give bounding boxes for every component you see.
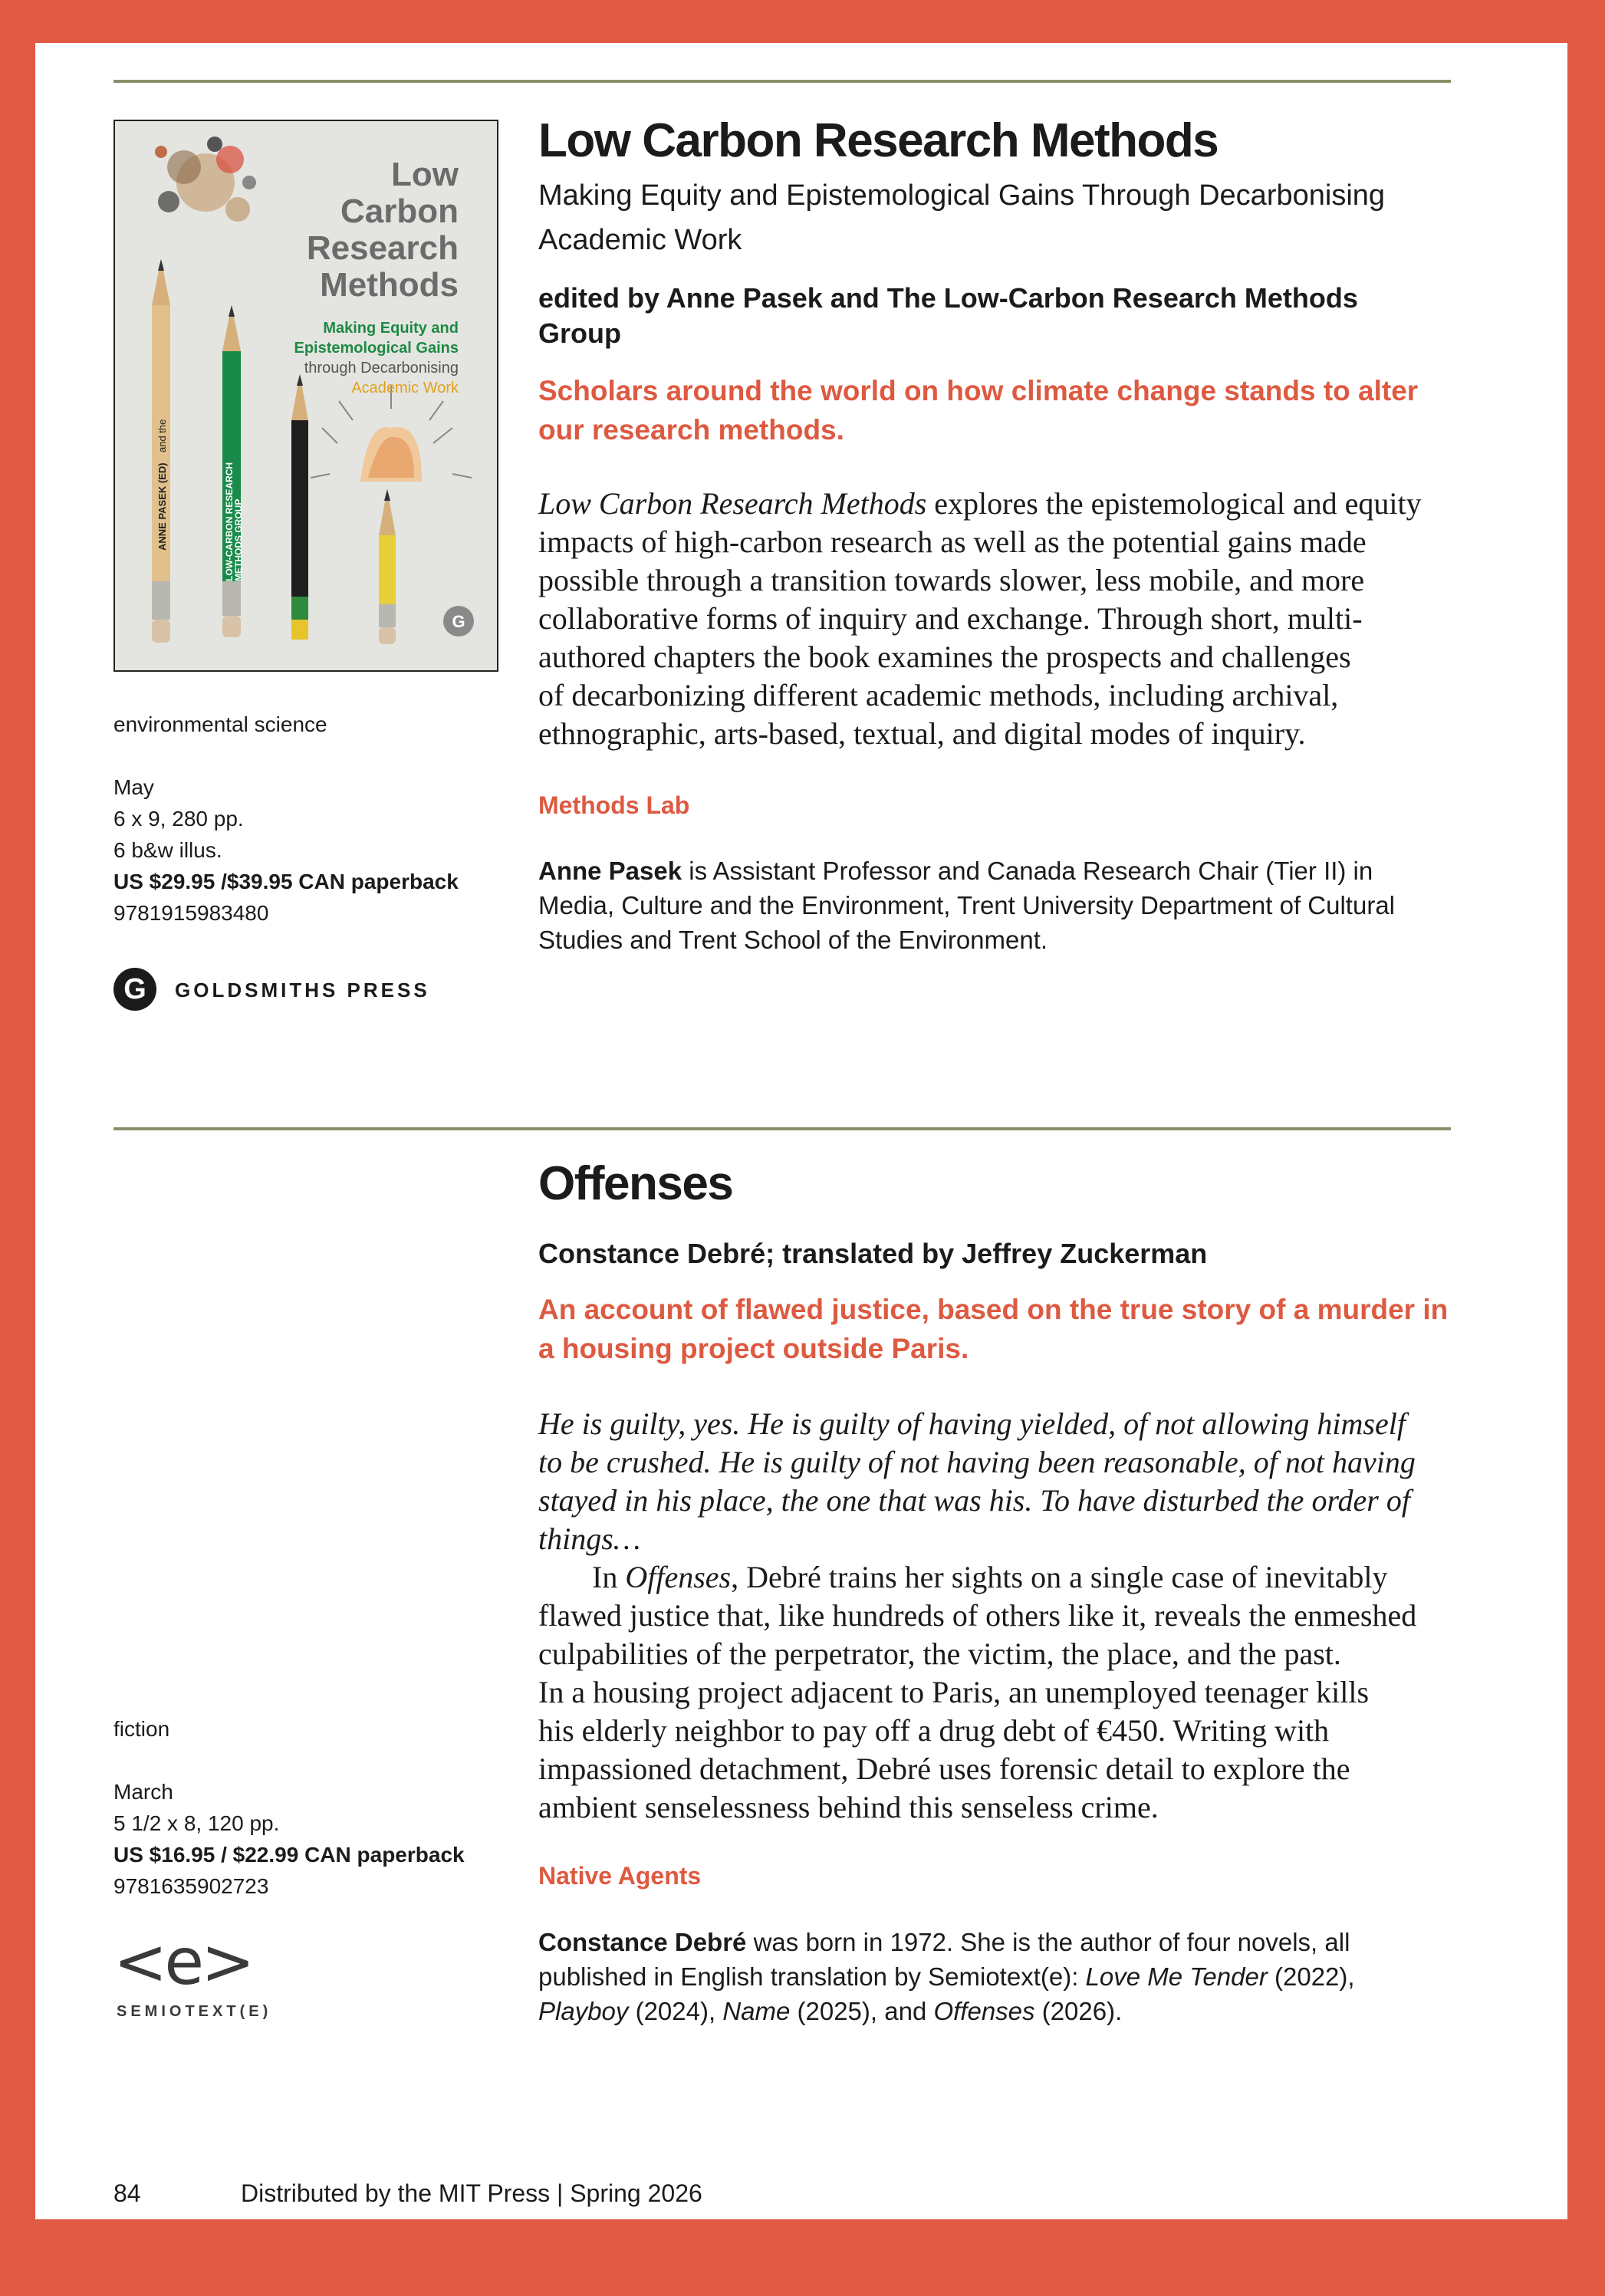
book1-bio-line2: Media, Culture and the Environment, Trent University Department of Cultural <box>538 891 1396 919</box>
cover-subtitle-2: Epistemological Gains <box>294 340 459 357</box>
book1-month: May <box>113 775 154 799</box>
book2-blurb-line1-rest: , Debré trains her sights on a single case of inevitably <box>731 1560 1388 1594</box>
book2-quote-line: He is guilty, yes. He is guilty of having yielded, of not allowing himself <box>538 1406 1406 1441</box>
book2-blurb-line: flawed justice that, like hundreds of others like it, reveals the enmeshed <box>538 1598 1417 1633</box>
cover-logo-letter: G <box>452 612 465 631</box>
book2-series: Native Agents <box>538 1862 702 1890</box>
pencil-black <box>291 374 308 640</box>
book2-blurb-line: ambient senselessness behind this senseless crime. <box>538 1790 1159 1824</box>
book2-blurb-title: Offenses <box>625 1560 732 1594</box>
goldsmiths-logo-icon <box>113 968 156 1011</box>
book2-month: March <box>113 1780 173 1804</box>
footer-text: Distributed by the MIT Press | Spring 2026 <box>241 2179 702 2207</box>
cover-subtitle-1: Making Equity and <box>323 320 459 337</box>
semiotexte-logo-text: SEMIOTEXT(E) <box>117 2003 272 2020</box>
cover-subtitle-4: Academic Work <box>351 380 459 396</box>
book1-blurb-line: impacts of high-carbon research as well as the potential gains made <box>538 525 1367 559</box>
book2-bio-title1: Love Me Tender <box>1085 1962 1268 1991</box>
book1-series: Methods Lab <box>538 791 690 819</box>
book2-category: fiction <box>113 1717 170 1741</box>
book1-blurb-line: possible through a transition towards slower, less mobile, and more <box>538 563 1365 597</box>
cover-title-3: Research <box>306 229 459 267</box>
book2-bio-line3 <box>538 1994 1474 2028</box>
book1-byline-line2: Group <box>538 317 621 349</box>
book2-quote-line: to be crushed. He is guilty of not having been reasonable, of not having <box>538 1445 1416 1479</box>
semiotexte-logo-mark: <e> <box>113 1924 252 1999</box>
book2-bio-line3a: (2024), <box>628 1997 723 2025</box>
book1-blurb-line: of decarbonizing different academic methods, including archival, <box>538 678 1339 712</box>
book2-blurb-line: his elderly neighbor to pay off a drug debt of €450. Writing with <box>538 1713 1330 1748</box>
book1-tagline-line1: Scholars around the world on how climate change stands to alter <box>538 375 1419 406</box>
book1-illus: 6 b&w illus. <box>113 838 222 862</box>
book2-blurb-line1 <box>538 1558 1474 1597</box>
book1-isbn: 9781915983480 <box>113 901 269 925</box>
cover-spine-group2: METHODS GROUP <box>233 498 244 581</box>
book1-bio-line3: Studies and Trent School of the Environment. <box>538 926 1048 954</box>
book1-byline-line1: edited by Anne Pasek and The Low-Carbon Research Methods <box>538 282 1358 314</box>
cover-title-4: Methods <box>320 266 459 304</box>
book2-price: US $16.95 / $22.99 CAN paperback <box>113 1843 465 1867</box>
book2-byline: Constance Debré; translated by Jeffrey Zuckerman <box>538 1238 1208 1269</box>
book1-meta <box>113 771 459 929</box>
book1-bio-name: Anne Pasek <box>538 857 682 885</box>
book1-title: Low Carbon Research Methods <box>538 114 1219 167</box>
book1-blurb-line: collaborative forms of inquiry and exchange. Through short, multi- <box>538 601 1363 636</box>
goldsmiths-press-logo: GOLDSMITHS PRESS <box>175 979 430 1002</box>
book1-subtitle-line2: Academic Work <box>538 224 742 256</box>
book2-blurb-line: In a housing project adjacent to Paris, an unemployed teenager kills <box>538 1675 1370 1709</box>
book2-meta <box>113 1776 465 1902</box>
book2-tagline-line2: a housing project outside Paris. <box>538 1333 969 1364</box>
cover-spine-and: and the <box>156 419 168 452</box>
book2-bio <box>538 1925 1474 2028</box>
book2-bio-name: Constance Debré <box>538 1928 747 1956</box>
book2-blurb-line: impassioned detachment, Debré uses forensic detail to explore the <box>538 1752 1350 1786</box>
book2-blurb-line: culpabilities of the perpetrator, the victim, the place, and the past. <box>538 1636 1341 1671</box>
book2-bio-line3b: (2025), and <box>790 1997 934 2025</box>
book1-blurb-line1 <box>538 485 1459 523</box>
book2-blurb-in: In <box>592 1560 626 1594</box>
cover-spine-author: ANNE PASEK (ED) <box>156 462 168 551</box>
book2-quote-line: things… <box>538 1521 641 1556</box>
book2-bio-title3: Name <box>722 1997 791 2025</box>
book2-bio-line2a: published in English translation by Semiotext(e): <box>538 1962 1086 1991</box>
book2-bio-title2: Playboy <box>538 1997 629 2025</box>
book1-category: environmental science <box>113 712 327 736</box>
book2-bio-line2b: (2022), <box>1267 1962 1355 1991</box>
book1-format: 6 x 9, 280 pp. <box>113 807 244 831</box>
book-cover-low-carbon <box>113 120 498 672</box>
book1-price: US $29.95 /$39.95 CAN paperback <box>113 870 459 893</box>
middle-divider <box>113 1127 1451 1130</box>
book1-bio <box>538 854 1474 957</box>
cover-subtitle-3: through Decarbonising <box>304 360 459 377</box>
book2-bio-line2 <box>538 1959 1474 1994</box>
book2-bio-line1 <box>538 1925 1474 1959</box>
book1-subtitle-line1: Making Equity and Epistemological Gains Through Decarbonising <box>538 179 1386 212</box>
cover-title-2: Carbon <box>340 192 459 230</box>
book2-quote-line: stayed in his place, the one that was his. To have disturbed the order of <box>538 1483 1410 1518</box>
book2-bio-line1-rest: was born in 1972. She is the author of four novels, all <box>746 1928 1350 1956</box>
book2-blurb <box>538 1405 1474 1827</box>
book1-tagline-line2: our research methods. <box>538 414 844 446</box>
book2-tagline-line1: An account of flawed justice, based on the true story of a murder in <box>538 1294 1449 1325</box>
cover-spine-group1: LOW-CARBON RESEARCH <box>224 462 235 581</box>
book2-isbn: 9781635902723 <box>113 1874 269 1898</box>
book1-blurb-title: Low Carbon Research Methods <box>538 486 927 521</box>
book1-blurb-line: authored chapters the book examines the prospects and challenges <box>538 640 1351 674</box>
cover-title-1: Low <box>391 156 459 193</box>
book2-bio-line3c: (2026). <box>1034 1997 1123 2025</box>
top-divider <box>113 80 1451 83</box>
goldsmiths-logo-letter: G <box>123 973 146 1005</box>
book1-blurb-line: ethnographic, arts-based, textual, and digital modes of inquiry. <box>538 716 1306 751</box>
book2-bio-title4: Offenses <box>933 1997 1035 2025</box>
page-number: 84 <box>113 2179 141 2207</box>
book2-format: 5 1/2 x 8, 120 pp. <box>113 1811 280 1835</box>
book1-blurb-line1-rest: explores the epistemological and equity <box>926 486 1422 521</box>
cover-illustration <box>115 121 497 670</box>
book1-bio-line1 <box>538 854 1474 888</box>
book1-blurb <box>538 485 1459 753</box>
book1-bio-line1-rest: is Assistant Professor and Canada Research Chair (Tier II) in <box>682 857 1373 885</box>
book2-title: Offenses <box>538 1157 733 1210</box>
